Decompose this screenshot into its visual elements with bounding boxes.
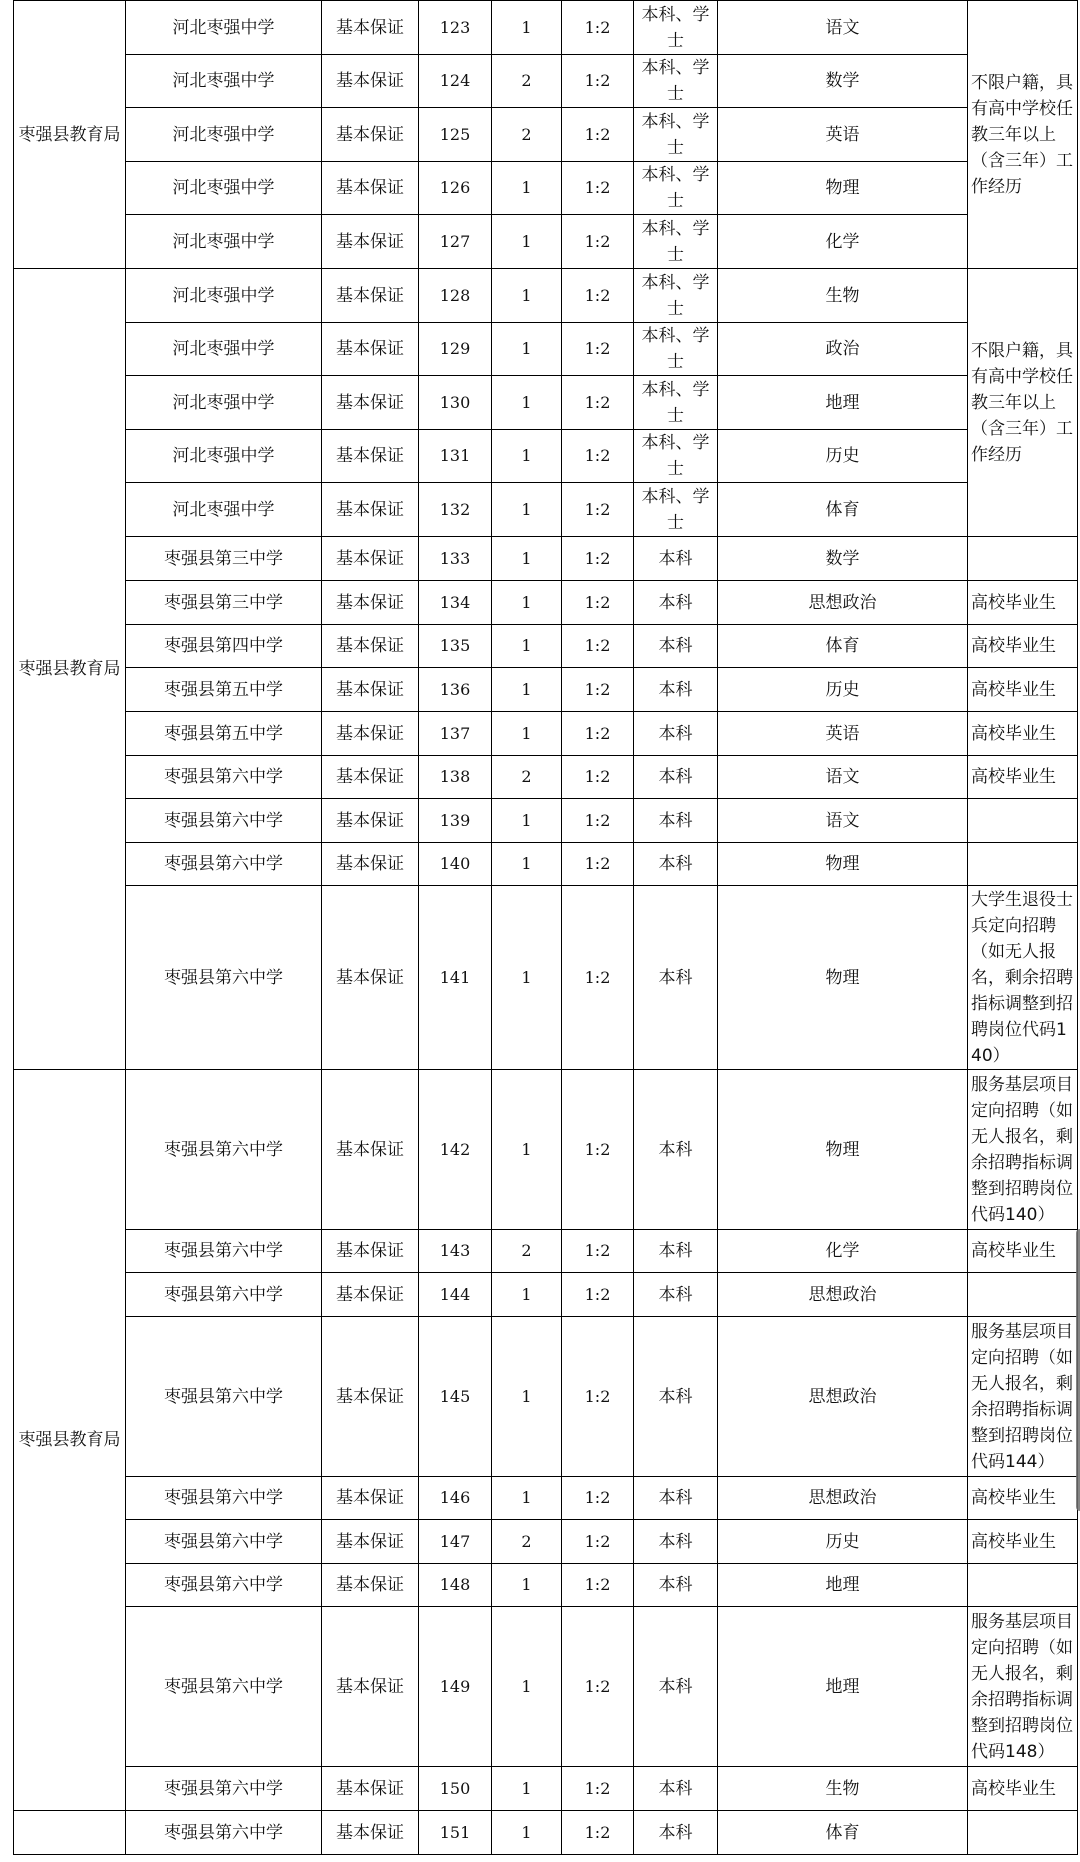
edu-cell: 本科 (634, 581, 718, 625)
code-cell: 151 (419, 1811, 492, 1855)
table-row (14, 215, 1078, 269)
school-cell: 枣强县第六中学 (126, 1811, 322, 1855)
type-cell: 基本保证 (322, 162, 419, 215)
school-cell: 枣强县第四中学 (126, 625, 322, 668)
subject-cell: 思想政治 (718, 1273, 968, 1317)
code-cell: 140 (419, 843, 492, 886)
ratio-cell: 1:2 (562, 712, 634, 756)
table-row (14, 55, 1078, 108)
school-cell: 河北枣强中学 (126, 215, 322, 269)
count-cell: 2 (492, 55, 562, 108)
school-cell: 枣强县第六中学 (126, 1230, 322, 1273)
table-row (14, 1230, 1078, 1273)
table-body (14, 1, 1078, 1855)
note-cell: 不限户籍，具有高中学校任教三年以上（含三年）工作经历 (968, 1, 1078, 269)
note-cell: 高校毕业生 (968, 581, 1078, 625)
edu-cell: 本科、学士 (634, 215, 718, 269)
subject-cell: 历史 (718, 1520, 968, 1564)
code-cell: 127 (419, 215, 492, 269)
note-cell (968, 1811, 1078, 1855)
type-cell: 基本保证 (322, 376, 419, 430)
table-row (14, 1477, 1078, 1520)
school-cell: 河北枣强中学 (126, 483, 322, 537)
note-cell: 服务基层项目定向招聘（如无人报名，剩余招聘指标调整到招聘岗位代码148） (968, 1607, 1078, 1767)
school-cell: 河北枣强中学 (126, 430, 322, 483)
code-cell: 131 (419, 430, 492, 483)
school-cell: 河北枣强中学 (126, 1, 322, 55)
ratio-cell: 1:2 (562, 162, 634, 215)
type-cell: 基本保证 (322, 668, 419, 712)
subject-cell: 化学 (718, 1230, 968, 1273)
type-cell: 基本保证 (322, 1273, 419, 1317)
subject-cell: 体育 (718, 1811, 968, 1855)
table-row (14, 843, 1078, 886)
subject-cell: 历史 (718, 668, 968, 712)
code-cell: 125 (419, 108, 492, 162)
code-cell: 126 (419, 162, 492, 215)
ratio-cell: 1:2 (562, 625, 634, 668)
ratio-cell: 1:2 (562, 1477, 634, 1520)
ratio-cell: 1:2 (562, 843, 634, 886)
type-cell: 基本保证 (322, 269, 419, 323)
note-cell (968, 799, 1078, 843)
table-row (14, 1564, 1078, 1607)
table-row (14, 668, 1078, 712)
school-cell: 枣强县第六中学 (126, 1520, 322, 1564)
edu-cell: 本科、学士 (634, 323, 718, 376)
table-row (14, 108, 1078, 162)
edu-cell: 本科、学士 (634, 108, 718, 162)
edu-cell: 本科 (634, 799, 718, 843)
ratio-cell: 1:2 (562, 1811, 634, 1855)
type-cell: 基本保证 (322, 1070, 419, 1230)
table-row (14, 162, 1078, 215)
code-cell: 136 (419, 668, 492, 712)
count-cell: 1 (492, 799, 562, 843)
subject-cell: 生物 (718, 1767, 968, 1811)
subject-cell: 化学 (718, 215, 968, 269)
school-cell: 枣强县第六中学 (126, 1070, 322, 1230)
count-cell: 1 (492, 625, 562, 668)
school-cell: 枣强县第六中学 (126, 886, 322, 1070)
edu-cell: 本科 (634, 1607, 718, 1767)
recruitment-table (13, 0, 1078, 1855)
code-cell: 139 (419, 799, 492, 843)
note-cell: 高校毕业生 (968, 1230, 1078, 1273)
subject-cell: 英语 (718, 108, 968, 162)
note-cell: 服务基层项目定向招聘（如无人报名，剩余招聘指标调整到招聘岗位代码140） (968, 1070, 1078, 1230)
type-cell: 基本保证 (322, 712, 419, 756)
subject-cell: 数学 (718, 537, 968, 581)
ratio-cell: 1:2 (562, 756, 634, 799)
edu-cell: 本科 (634, 843, 718, 886)
count-cell: 1 (492, 1767, 562, 1811)
code-cell: 130 (419, 376, 492, 430)
ratio-cell: 1:2 (562, 1767, 634, 1811)
edu-cell: 本科 (634, 1273, 718, 1317)
code-cell: 143 (419, 1230, 492, 1273)
count-cell: 1 (492, 537, 562, 581)
count-cell: 1 (492, 1317, 562, 1477)
subject-cell: 语文 (718, 799, 968, 843)
edu-cell: 本科 (634, 668, 718, 712)
dept-cell (14, 1811, 126, 1855)
code-cell: 128 (419, 269, 492, 323)
code-cell: 138 (419, 756, 492, 799)
edu-cell: 本科 (634, 1767, 718, 1811)
vertical-scrollbar[interactable] (1076, 1229, 1080, 1511)
edu-cell: 本科 (634, 537, 718, 581)
type-cell: 基本保证 (322, 756, 419, 799)
school-cell: 枣强县第五中学 (126, 668, 322, 712)
ratio-cell: 1:2 (562, 1564, 634, 1607)
edu-cell: 本科 (634, 1230, 718, 1273)
note-cell: 高校毕业生 (968, 1520, 1078, 1564)
note-cell: 高校毕业生 (968, 625, 1078, 668)
subject-cell: 语文 (718, 1, 968, 55)
table-row (14, 581, 1078, 625)
note-cell: 高校毕业生 (968, 668, 1078, 712)
table-row (14, 886, 1078, 1070)
school-cell: 枣强县第六中学 (126, 843, 322, 886)
recruitment-table-sheet (13, 0, 1077, 1855)
subject-cell: 体育 (718, 625, 968, 668)
ratio-cell: 1:2 (562, 430, 634, 483)
edu-cell: 本科 (634, 1477, 718, 1520)
note-cell: 不限户籍，具有高中学校任教三年以上（含三年）工作经历 (968, 269, 1078, 537)
ratio-cell: 1:2 (562, 668, 634, 712)
subject-cell: 语文 (718, 756, 968, 799)
edu-cell: 本科、学士 (634, 376, 718, 430)
edu-cell: 本科、学士 (634, 55, 718, 108)
code-cell: 132 (419, 483, 492, 537)
code-cell: 124 (419, 55, 492, 108)
ratio-cell: 1:2 (562, 1607, 634, 1767)
table-row (14, 625, 1078, 668)
edu-cell: 本科、学士 (634, 1, 718, 55)
subject-cell: 思想政治 (718, 1477, 968, 1520)
edu-cell: 本科 (634, 712, 718, 756)
count-cell: 1 (492, 215, 562, 269)
edu-cell: 本科 (634, 1811, 718, 1855)
note-cell: 高校毕业生 (968, 1477, 1078, 1520)
school-cell: 河北枣强中学 (126, 376, 322, 430)
table-row (14, 1811, 1078, 1855)
type-cell: 基本保证 (322, 483, 419, 537)
count-cell: 1 (492, 1607, 562, 1767)
type-cell: 基本保证 (322, 1317, 419, 1477)
type-cell: 基本保证 (322, 1607, 419, 1767)
note-cell: 高校毕业生 (968, 1767, 1078, 1811)
type-cell: 基本保证 (322, 215, 419, 269)
ratio-cell: 1:2 (562, 1070, 634, 1230)
ratio-cell: 1:2 (562, 55, 634, 108)
dept-cell: 枣强县教育局 (14, 269, 126, 1070)
subject-cell: 物理 (718, 886, 968, 1070)
count-cell: 1 (492, 1, 562, 55)
table-row (14, 1273, 1078, 1317)
table-row (14, 483, 1078, 537)
type-cell: 基本保证 (322, 1520, 419, 1564)
code-cell: 145 (419, 1317, 492, 1477)
type-cell: 基本保证 (322, 108, 419, 162)
count-cell: 1 (492, 581, 562, 625)
edu-cell: 本科、学士 (634, 162, 718, 215)
code-cell: 150 (419, 1767, 492, 1811)
count-cell: 1 (492, 269, 562, 323)
type-cell: 基本保证 (322, 430, 419, 483)
school-cell: 枣强县第六中学 (126, 1477, 322, 1520)
count-cell: 1 (492, 1273, 562, 1317)
count-cell: 1 (492, 1811, 562, 1855)
code-cell: 142 (419, 1070, 492, 1230)
ratio-cell: 1:2 (562, 376, 634, 430)
table-row (14, 1317, 1078, 1477)
count-cell: 1 (492, 1564, 562, 1607)
type-cell: 基本保证 (322, 1811, 419, 1855)
subject-cell: 政治 (718, 323, 968, 376)
edu-cell: 本科 (634, 886, 718, 1070)
note-cell: 高校毕业生 (968, 712, 1078, 756)
school-cell: 河北枣强中学 (126, 162, 322, 215)
edu-cell: 本科 (634, 1564, 718, 1607)
type-cell: 基本保证 (322, 55, 419, 108)
count-cell: 1 (492, 712, 562, 756)
count-cell: 2 (492, 756, 562, 799)
subject-cell: 地理 (718, 376, 968, 430)
subject-cell: 地理 (718, 1607, 968, 1767)
subject-cell: 地理 (718, 1564, 968, 1607)
edu-cell: 本科 (634, 625, 718, 668)
table-row (14, 1767, 1078, 1811)
code-cell: 123 (419, 1, 492, 55)
subject-cell: 体育 (718, 483, 968, 537)
edu-cell: 本科 (634, 1520, 718, 1564)
table-row (14, 1, 1078, 55)
type-cell: 基本保证 (322, 537, 419, 581)
school-cell: 枣强县第六中学 (126, 1564, 322, 1607)
edu-cell: 本科、学士 (634, 269, 718, 323)
code-cell: 134 (419, 581, 492, 625)
table-row (14, 1520, 1078, 1564)
subject-cell: 生物 (718, 269, 968, 323)
school-cell: 枣强县第五中学 (126, 712, 322, 756)
type-cell: 基本保证 (322, 886, 419, 1070)
count-cell: 1 (492, 483, 562, 537)
subject-cell: 物理 (718, 162, 968, 215)
code-cell: 144 (419, 1273, 492, 1317)
type-cell: 基本保证 (322, 581, 419, 625)
code-cell: 141 (419, 886, 492, 1070)
subject-cell: 思想政治 (718, 1317, 968, 1477)
edu-cell: 本科、学士 (634, 483, 718, 537)
ratio-cell: 1:2 (562, 886, 634, 1070)
count-cell: 1 (492, 1477, 562, 1520)
table-row (14, 1607, 1078, 1767)
type-cell: 基本保证 (322, 625, 419, 668)
table-row (14, 430, 1078, 483)
code-cell: 137 (419, 712, 492, 756)
table-row (14, 1070, 1078, 1230)
dept-cell: 枣强县教育局 (14, 1070, 126, 1811)
note-cell (968, 1273, 1078, 1317)
school-cell: 枣强县第六中学 (126, 1767, 322, 1811)
school-cell: 枣强县第六中学 (126, 1317, 322, 1477)
table-row (14, 323, 1078, 376)
ratio-cell: 1:2 (562, 1273, 634, 1317)
type-cell: 基本保证 (322, 1, 419, 55)
dept-cell: 枣强县教育局 (14, 1, 126, 269)
code-cell: 129 (419, 323, 492, 376)
count-cell: 1 (492, 843, 562, 886)
school-cell: 河北枣强中学 (126, 108, 322, 162)
note-cell: 高校毕业生 (968, 756, 1078, 799)
subject-cell: 物理 (718, 843, 968, 886)
type-cell: 基本保证 (322, 843, 419, 886)
ratio-cell: 1:2 (562, 108, 634, 162)
count-cell: 1 (492, 162, 562, 215)
note-cell (968, 537, 1078, 581)
count-cell: 2 (492, 1230, 562, 1273)
school-cell: 枣强县第六中学 (126, 756, 322, 799)
code-cell: 148 (419, 1564, 492, 1607)
count-cell: 1 (492, 323, 562, 376)
ratio-cell: 1:2 (562, 1, 634, 55)
note-cell: 大学生退役士兵定向招聘（如无人报名，剩余招聘指标调整到招聘岗位代码140） (968, 886, 1078, 1070)
subject-cell: 数学 (718, 55, 968, 108)
school-cell: 枣强县第三中学 (126, 537, 322, 581)
subject-cell: 思想政治 (718, 581, 968, 625)
note-cell (968, 1564, 1078, 1607)
table-row (14, 537, 1078, 581)
table-row (14, 756, 1078, 799)
type-cell: 基本保证 (322, 1230, 419, 1273)
edu-cell: 本科 (634, 756, 718, 799)
ratio-cell: 1:2 (562, 215, 634, 269)
ratio-cell: 1:2 (562, 323, 634, 376)
ratio-cell: 1:2 (562, 537, 634, 581)
code-cell: 135 (419, 625, 492, 668)
count-cell: 2 (492, 108, 562, 162)
school-cell: 枣强县第六中学 (126, 1607, 322, 1767)
count-cell: 1 (492, 668, 562, 712)
ratio-cell: 1:2 (562, 1317, 634, 1477)
subject-cell: 物理 (718, 1070, 968, 1230)
subject-cell: 英语 (718, 712, 968, 756)
note-cell (968, 843, 1078, 886)
count-cell: 1 (492, 1070, 562, 1230)
type-cell: 基本保证 (322, 323, 419, 376)
ratio-cell: 1:2 (562, 269, 634, 323)
code-cell: 133 (419, 537, 492, 581)
code-cell: 149 (419, 1607, 492, 1767)
type-cell: 基本保证 (322, 799, 419, 843)
table-row (14, 376, 1078, 430)
ratio-cell: 1:2 (562, 581, 634, 625)
type-cell: 基本保证 (322, 1477, 419, 1520)
school-cell: 枣强县第六中学 (126, 1273, 322, 1317)
type-cell: 基本保证 (322, 1564, 419, 1607)
school-cell: 枣强县第六中学 (126, 799, 322, 843)
type-cell: 基本保证 (322, 1767, 419, 1811)
ratio-cell: 1:2 (562, 799, 634, 843)
table-row (14, 799, 1078, 843)
table-row (14, 712, 1078, 756)
edu-cell: 本科、学士 (634, 430, 718, 483)
school-cell: 河北枣强中学 (126, 323, 322, 376)
school-cell: 河北枣强中学 (126, 269, 322, 323)
school-cell: 河北枣强中学 (126, 55, 322, 108)
note-cell: 服务基层项目定向招聘（如无人报名，剩余招聘指标调整到招聘岗位代码144） (968, 1317, 1078, 1477)
school-cell: 枣强县第三中学 (126, 581, 322, 625)
count-cell: 1 (492, 376, 562, 430)
count-cell: 1 (492, 886, 562, 1070)
count-cell: 1 (492, 430, 562, 483)
ratio-cell: 1:2 (562, 483, 634, 537)
edu-cell: 本科 (634, 1317, 718, 1477)
ratio-cell: 1:2 (562, 1520, 634, 1564)
code-cell: 146 (419, 1477, 492, 1520)
code-cell: 147 (419, 1520, 492, 1564)
ratio-cell: 1:2 (562, 1230, 634, 1273)
table-row (14, 269, 1078, 323)
subject-cell: 历史 (718, 430, 968, 483)
count-cell: 2 (492, 1520, 562, 1564)
edu-cell: 本科 (634, 1070, 718, 1230)
